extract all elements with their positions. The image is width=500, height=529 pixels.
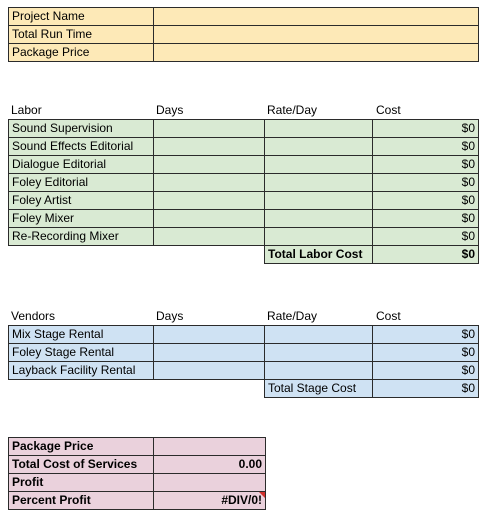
labor-days-cell[interactable] (154, 228, 265, 246)
labor-rate-cell[interactable] (265, 192, 373, 210)
table-row (9, 156, 479, 174)
total-labor-cost-value: $0 (373, 246, 479, 264)
table-row (9, 326, 479, 344)
table-row (9, 344, 479, 362)
labor-header-row (0, 103, 500, 119)
labor-header: Labor (11, 103, 42, 117)
table-row (9, 362, 479, 380)
vendor-name-cell: Foley Stage Rental (9, 344, 154, 362)
vendors-table (8, 325, 479, 398)
table-row (9, 174, 479, 192)
table-row (9, 192, 479, 210)
package-price-label: Package Price (9, 44, 154, 62)
labor-rate-cell[interactable] (265, 228, 373, 246)
vendor-name-cell: Mix Stage Rental (9, 326, 154, 344)
vendor-rate-cell[interactable] (265, 344, 373, 362)
summary-package-price-label: Package Price (9, 438, 154, 456)
labor-name-cell: Dialogue Editorial (9, 156, 154, 174)
labor-rate-cell[interactable] (265, 120, 373, 138)
summary-percent-profit-label: Percent Profit (9, 492, 154, 510)
table-row (9, 8, 479, 26)
vendor-cost-cell: $0 (373, 362, 479, 380)
labor-cost-cell: $0 (373, 156, 479, 174)
total-labor-cost-label: Total Labor Cost (265, 246, 373, 264)
summary-percent-profit-value: #DIV/0! (221, 493, 262, 507)
labor-cost-cell: $0 (373, 228, 479, 246)
labor-cost-cell: $0 (373, 138, 479, 156)
table-row (9, 26, 479, 44)
table-row (9, 120, 479, 138)
labor-days-header: Days (156, 103, 184, 117)
vendors-cost-header: Cost (376, 309, 401, 323)
table-row (9, 44, 479, 62)
vendors-header-row (0, 309, 500, 325)
labor-cost-header: Cost (376, 103, 401, 117)
labor-days-cell[interactable] (154, 192, 265, 210)
labor-name-cell: Sound Supervision (9, 120, 154, 138)
summary-profit-label: Profit (9, 474, 154, 492)
package-price-cell[interactable] (154, 44, 479, 62)
labor-cost-cell: $0 (373, 210, 479, 228)
summary-package-price-value[interactable] (154, 438, 266, 456)
vendor-rate-cell[interactable] (265, 362, 373, 380)
labor-cost-cell: $0 (373, 174, 479, 192)
summary-percent-profit-cell[interactable] (154, 492, 266, 510)
labor-cost-cell: $0 (373, 120, 479, 138)
table-row (9, 438, 266, 456)
total-stage-cost-label: Total Stage Cost (265, 380, 373, 398)
labor-name-cell: Foley Artist (9, 192, 154, 210)
vendor-rate-cell[interactable] (265, 326, 373, 344)
project-name-cell[interactable] (154, 8, 479, 26)
summary-total-cost-label: Total Cost of Services (9, 456, 154, 474)
project-info-table (8, 7, 479, 62)
labor-days-cell[interactable] (154, 138, 265, 156)
table-row (9, 210, 479, 228)
table-row (9, 138, 479, 156)
labor-days-cell[interactable] (154, 210, 265, 228)
summary-total-cost-value: 0.00 (154, 456, 266, 474)
labor-name-cell: Foley Mixer (9, 210, 154, 228)
labor-rate-cell[interactable] (265, 156, 373, 174)
labor-table (8, 119, 479, 264)
vendors-total-row (9, 380, 479, 398)
summary-profit-value (154, 474, 266, 492)
labor-name-cell: Re-Recording Mixer (9, 228, 154, 246)
total-run-time-label: Total Run Time (9, 26, 154, 44)
labor-rate-cell[interactable] (265, 174, 373, 192)
labor-total-row (9, 246, 479, 264)
vendors-days-header: Days (156, 309, 184, 323)
vendors-header: Vendors (11, 309, 56, 323)
labor-rate-cell[interactable] (265, 210, 373, 228)
vendor-days-cell[interactable] (154, 362, 265, 380)
vendors-rate-header: Rate/Day (267, 309, 318, 323)
labor-rate-header: Rate/Day (267, 103, 318, 117)
table-row (9, 456, 266, 474)
labor-rate-cell[interactable] (265, 138, 373, 156)
labor-days-cell[interactable] (154, 174, 265, 192)
vendor-name-cell: Layback Facility Rental (9, 362, 154, 380)
vendor-cost-cell: $0 (373, 344, 479, 362)
labor-cost-cell: $0 (373, 192, 479, 210)
vendor-cost-cell: $0 (373, 326, 479, 344)
labor-name-cell: Foley Editorial (9, 174, 154, 192)
summary-table (8, 437, 266, 510)
table-row (9, 492, 266, 510)
total-stage-cost-value: $0 (373, 380, 479, 398)
error-flag-icon (259, 492, 265, 498)
labor-days-cell[interactable] (154, 156, 265, 174)
table-row (9, 228, 479, 246)
vendor-days-cell[interactable] (154, 326, 265, 344)
total-run-time-cell[interactable] (154, 26, 479, 44)
labor-days-cell[interactable] (154, 120, 265, 138)
table-row (9, 474, 266, 492)
labor-name-cell: Sound Effects Editorial (9, 138, 154, 156)
project-name-label: Project Name (9, 8, 154, 26)
vendor-days-cell[interactable] (154, 344, 265, 362)
